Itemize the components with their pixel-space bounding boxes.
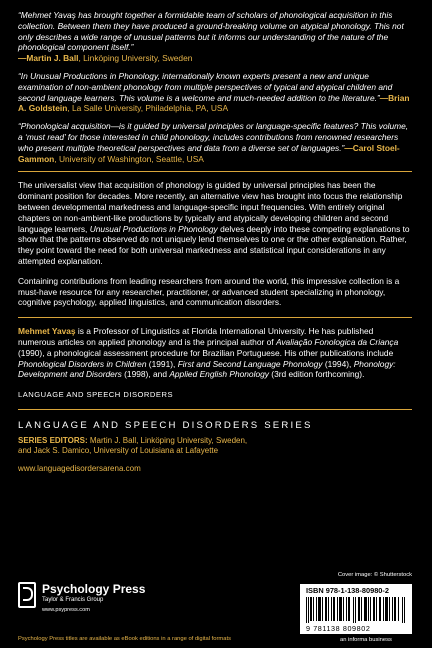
bio-text: is a Professor of Linguistics at Florida International University. He has published numerous articles on applied phonology and is the principal author of (18, 326, 374, 347)
endorsement-ball (18, 10, 412, 64)
publication-title: Phonological Disorders in Children (18, 358, 147, 369)
isbn: ISBN 978-1-138-80980-2 (306, 586, 389, 595)
endorsement-text: “In Unusual Productions in Phonology, internationally known experts present a new and unique examination of non-ambient phonology from multiple perspectives of typical and atypical children and second language learners. This volume is a welcome and much-needed addition to the literature.” (18, 70, 393, 103)
series-title: LANGUAGE AND SPEECH DISORDERS SERIES (18, 420, 313, 432)
endorser-name: —Brian A. Goldstein (18, 92, 410, 114)
description-paragraph-2: Containing contributions from leading researchers from around the world, this impressive collection is a must-have resource for any researcher, practitioner, or advanced student specializing in phonology, cognitive psychology, applied linguistics, and communication disorders. (18, 275, 400, 308)
endorser-name: —Carol Stoel-Gammon (18, 142, 400, 164)
editors-text: and Jack S. Damico, University of Louisiana at Lafayette (18, 446, 219, 456)
bio-text: (1994), (322, 358, 354, 369)
publisher-name: Psychology Press (42, 582, 146, 596)
footer (0, 570, 432, 648)
endorsement-stoel-gammon (18, 121, 412, 164)
divider (18, 171, 412, 172)
editors-text: Martin J. Ball, Linköping University, Sweden, (87, 436, 248, 446)
barcode-bars-icon (306, 597, 406, 623)
publication-title: Applied English Phonology (169, 369, 269, 380)
description-text: The universalist view that acquisition of phonology is guided by universal principles has been the dominant position for decades. More recently, an alternative view has brought into focus the relationship between developmental markedness and language-specific input frequencies. With entirely original chapters on non-ambient-like productions by typically and atypically developing children and second language learners, (18, 180, 403, 234)
series-editors (18, 436, 412, 456)
endorsement-attribution (18, 53, 192, 63)
barcode-digits: 9 781138 809802 (306, 624, 371, 633)
publisher-logo-icon (18, 582, 36, 608)
ebook-note: Psychology Press titles are available as eBook editions in a range of digital formats (18, 636, 231, 642)
description-text: delves deeply into these competing explanations to show that the patterns observed do not uniquely lend themselves to one or the other explanation. Rather, they point toward the need for both universal markedness and statistical input considerations in any attempted explanation. (18, 223, 410, 266)
divider (18, 317, 412, 318)
publisher-group: Taylor & Francis Group (42, 597, 104, 603)
publication-title: First and Second Language Phonology (177, 358, 323, 369)
divider (18, 409, 412, 410)
endorsement-goldstein (18, 71, 412, 114)
bio-text: (1990), a phonological assessment procedure for Brazilian Portuguese. His other publications include (18, 347, 394, 358)
endorsement-text: “Phonological acquisition—is it guided by universal principles or language-specific features? This volume, a ‘must read’ for those interested in child phonology, includes contributions from renowned researchers who present multiple theoretical perspectives and data from a diverse set of languages.” (18, 121, 409, 153)
publication-title: Phonology: Development and Disorders (18, 358, 396, 380)
series-website[interactable]: www.languagedisordersarena.com (18, 464, 141, 474)
author-name: Mehmet Yavaş (18, 326, 76, 337)
description-paragraph-1 (18, 180, 412, 266)
informa-tagline: an informa business (340, 637, 392, 643)
back-cover-content (18, 10, 412, 479)
publisher-website[interactable]: www.psypress.com (42, 607, 90, 613)
endorser-name: —Martin J. Ball (18, 53, 79, 64)
bio-text: (3rd edition forthcoming). (268, 369, 365, 380)
subject-category: LANGUAGE AND SPEECH DISORDERS (18, 390, 174, 400)
endorsement-text: “Mehmet Yavaş has brought together a formidable team of scholars of phonological acquisition in this collection. Between them they have produced a ground-breaking volume on atypical phonology. This not only describes a wide range of unusual patterns but it informs our understanding of the nature of the phonological component itself.” (18, 10, 404, 53)
publication-title: Avaliação Fonologica da Criança (275, 336, 399, 347)
publisher-logo (18, 580, 168, 620)
bio-text: (1998), and (121, 369, 170, 380)
author-bio (18, 326, 412, 380)
endorser-affiliation: , Linköping University, Sweden (78, 53, 193, 64)
cover-credit: Cover image: © Shutterstock (337, 572, 412, 578)
editors-label: SERIES EDITORS: (18, 436, 88, 446)
bio-text: (1991), (146, 358, 178, 369)
endorser-affiliation: , La Salle University, Philadelphia, PA, USA (67, 103, 229, 114)
endorser-affiliation: , University of Washington, Seattle, USA (54, 153, 204, 164)
barcode (300, 584, 412, 634)
book-title: Unusual Productions in Phonology (89, 223, 218, 234)
